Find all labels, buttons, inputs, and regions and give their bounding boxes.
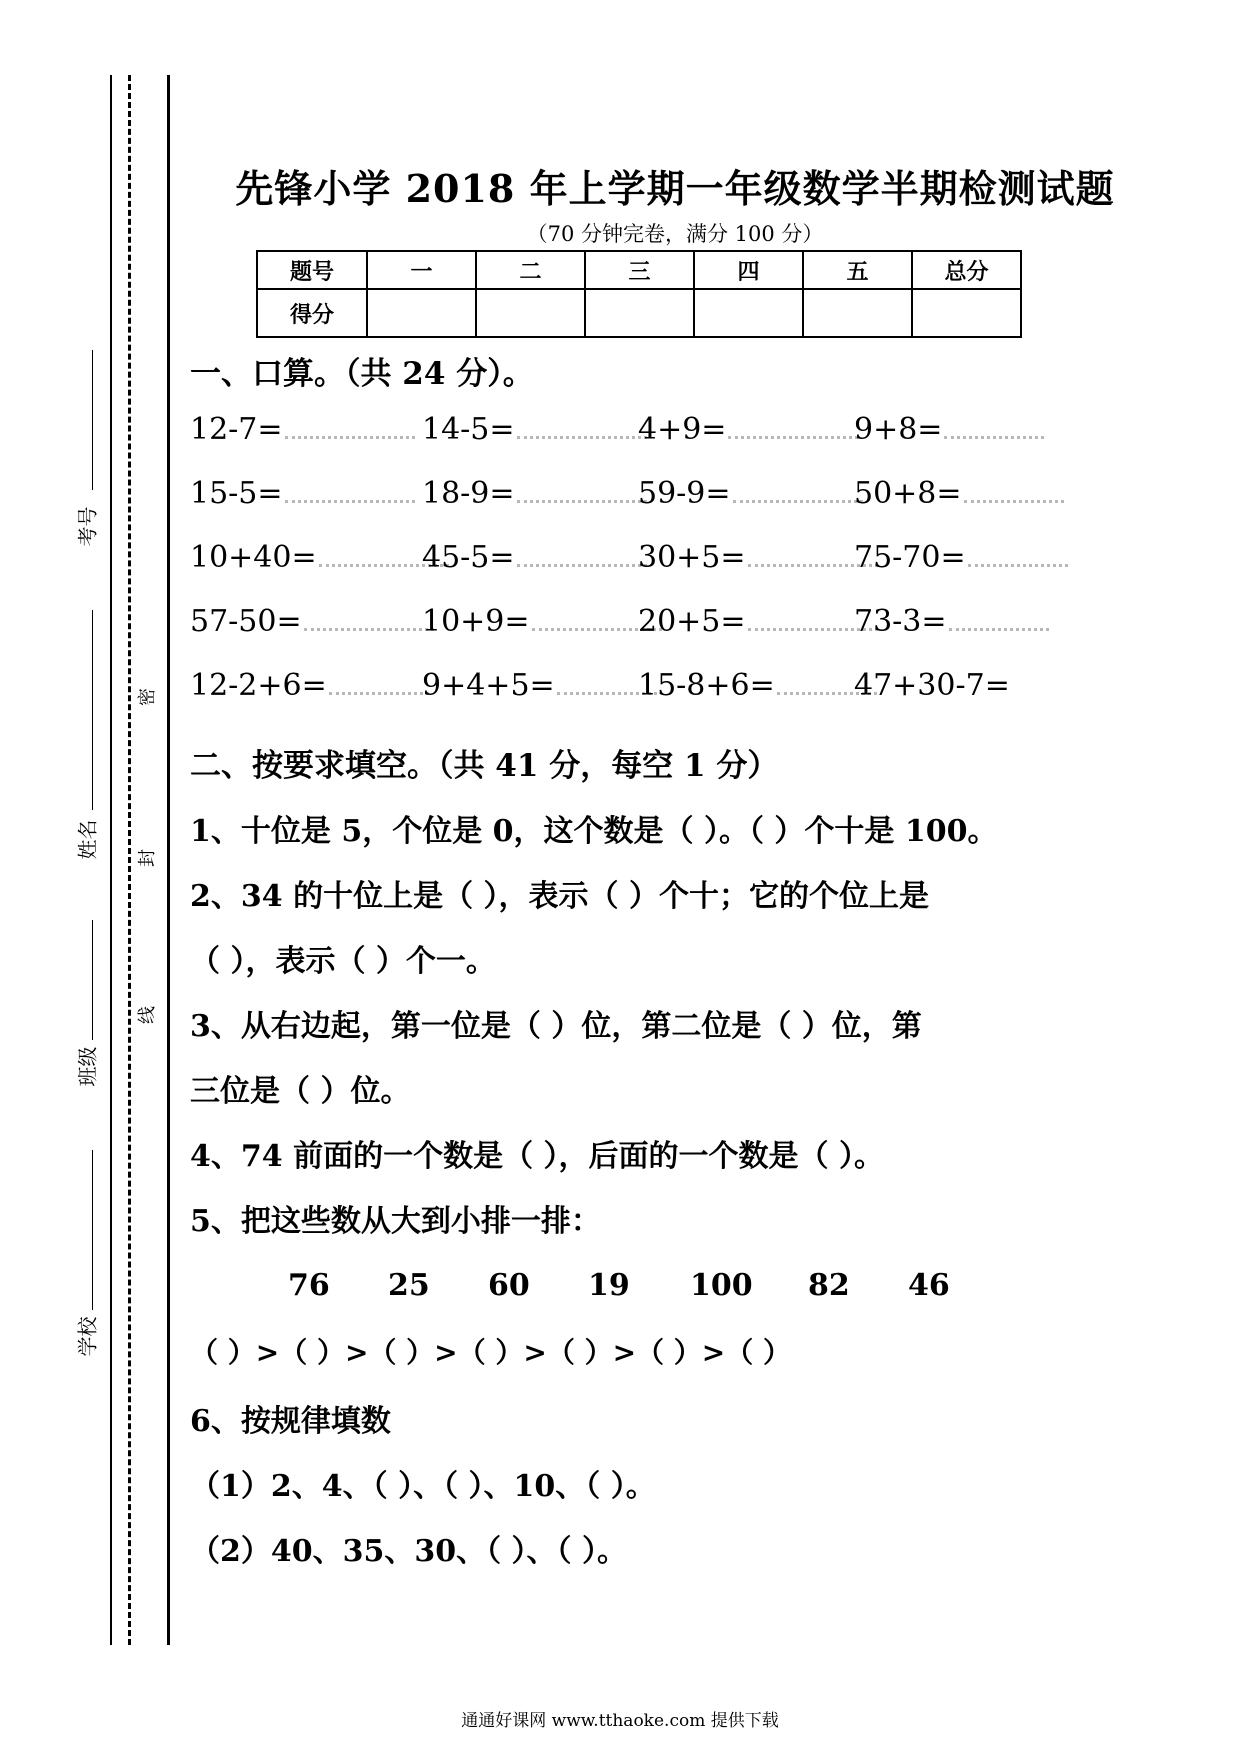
number-list: [190, 1268, 1070, 1308]
answer-dots[interactable]: [968, 564, 1068, 567]
answer-dots[interactable]: [304, 628, 434, 631]
margin-rule-dashed: [128, 75, 131, 1645]
answer-dots[interactable]: [517, 500, 647, 503]
calc-item: 4+9=: [638, 412, 727, 447]
class-label: 班级: [75, 1046, 100, 1087]
question-3-line-1: 3、从右边起，第一位是（ ）位，第二位是（ ）位，第: [190, 1009, 922, 1044]
calc-item: 10+9=: [422, 604, 530, 639]
calc-row: [190, 412, 1070, 452]
school-label: 学校: [75, 1316, 100, 1357]
page-title: 先锋小学 2018 年上学期一年级数学半期检测试题: [235, 166, 1115, 211]
score-header-cell: 三: [585, 251, 694, 289]
answer-dots[interactable]: [329, 692, 429, 695]
calc-item: 14-5=: [422, 412, 515, 447]
calc-item: 9+8=: [854, 412, 943, 447]
name-line: [92, 610, 93, 810]
seal-char-xian: 线: [137, 1006, 158, 1024]
section-2-heading: 二、按要求填空。（共 41 分，每空 1 分）: [190, 748, 779, 784]
answer-dots[interactable]: [728, 436, 858, 439]
score-row-label: 得分: [257, 289, 367, 337]
score-cell[interactable]: [694, 289, 803, 337]
score-table-score-row: [257, 289, 1021, 337]
exam-number-label: 考号: [75, 506, 100, 547]
score-cell[interactable]: [367, 289, 476, 337]
score-cell[interactable]: [803, 289, 912, 337]
number-item: 100: [690, 1268, 753, 1303]
answer-dots[interactable]: [733, 500, 863, 503]
calc-row: [190, 540, 1070, 580]
calc-item: 15-8+6=: [638, 668, 775, 703]
calc-item: 57-50=: [190, 604, 302, 639]
score-cell[interactable]: [476, 289, 585, 337]
calc-item: 47+30-7=: [854, 668, 1010, 703]
footer-source: 通通好课网 www.tthaoke.com 提供下载: [461, 1711, 779, 1731]
class-line: [92, 920, 93, 1040]
score-header-cell: 二: [476, 251, 585, 289]
calc-item: 75-70=: [854, 540, 966, 575]
question-1: 1、十位是 5，个位是 0，这个数是（ ）。（ ）个十是 100。: [190, 814, 998, 849]
section-1-heading: 一、口算。（共 24 分）。: [190, 356, 534, 392]
page-subtitle: （70 分钟完卷，满分 100 分）: [526, 222, 824, 246]
calc-item: 12-7=: [190, 412, 283, 447]
calc-item: 50+8=: [854, 476, 962, 511]
score-header-cell: 五: [803, 251, 912, 289]
number-item: 19: [588, 1268, 630, 1303]
seal-char-feng: 封: [137, 849, 158, 867]
answer-dots[interactable]: [964, 500, 1064, 503]
answer-dots[interactable]: [949, 628, 1049, 631]
score-header-cell: 题号: [257, 251, 367, 289]
calc-item: 20+5=: [638, 604, 746, 639]
exam-number-line: [92, 350, 93, 490]
margin-rule-inner: [167, 75, 170, 1645]
school-line: [92, 1150, 93, 1310]
number-item: 60: [488, 1268, 530, 1303]
score-header-cell: 总分: [912, 251, 1021, 289]
score-table: [256, 250, 1022, 338]
calc-item: 45-5=: [422, 540, 515, 575]
calc-item: 15-5=: [190, 476, 283, 511]
question-5: 5、把这些数从大到小排一排：: [190, 1204, 601, 1239]
calc-item: 18-9=: [422, 476, 515, 511]
calc-row: [190, 668, 1070, 708]
calc-item: 9+4+5=: [422, 668, 555, 703]
question-4: 4、74 前面的一个数是（ ），后面的一个数是（ ）。: [190, 1139, 884, 1174]
calc-item: 59-9=: [638, 476, 731, 511]
question-3-line-2: 三位是（ ）位。: [190, 1074, 411, 1109]
calc-row: [190, 604, 1070, 644]
calc-item: 12-2+6=: [190, 668, 327, 703]
calc-item: 30+5=: [638, 540, 746, 575]
margin-rule-outer: [110, 75, 112, 1645]
question-6: 6、按规律填数: [190, 1404, 391, 1439]
number-item: 82: [808, 1268, 850, 1303]
number-item: 46: [908, 1268, 950, 1303]
number-item: 76: [288, 1268, 330, 1303]
score-cell[interactable]: [585, 289, 694, 337]
question-6-part-1: （1）2、4、（ ）、（ ）、10、（ ）。: [190, 1469, 656, 1504]
number-item: 25: [388, 1268, 430, 1303]
question-2-line-1: 2、34 的十位上是（ ），表示（ ）个十；它的个位上是: [190, 879, 929, 914]
answer-dots[interactable]: [517, 564, 647, 567]
answer-dots[interactable]: [285, 436, 415, 439]
calc-item: 73-3=: [854, 604, 947, 639]
score-header-cell: 四: [694, 251, 803, 289]
calc-item: 10+40=: [190, 540, 317, 575]
answer-dots[interactable]: [517, 436, 647, 439]
score-cell[interactable]: [912, 289, 1021, 337]
name-label: 姓名: [75, 819, 100, 860]
answer-dots[interactable]: [944, 436, 1044, 439]
seal-char-mi: 密: [137, 688, 158, 706]
question-6-part-2: （2）40、35、30、（ ）、（ ）。: [190, 1534, 628, 1569]
score-header-cell: 一: [367, 251, 476, 289]
question-2-line-2: （ ），表示（ ）个一。: [190, 944, 496, 979]
calc-row: [190, 476, 1070, 516]
score-table-header-row: [257, 251, 1021, 289]
answer-dots[interactable]: [285, 500, 415, 503]
question-5-answer: （ ）>（ ）>（ ）>（ ）>（ ）>（ ）>（ ）: [190, 1336, 792, 1369]
